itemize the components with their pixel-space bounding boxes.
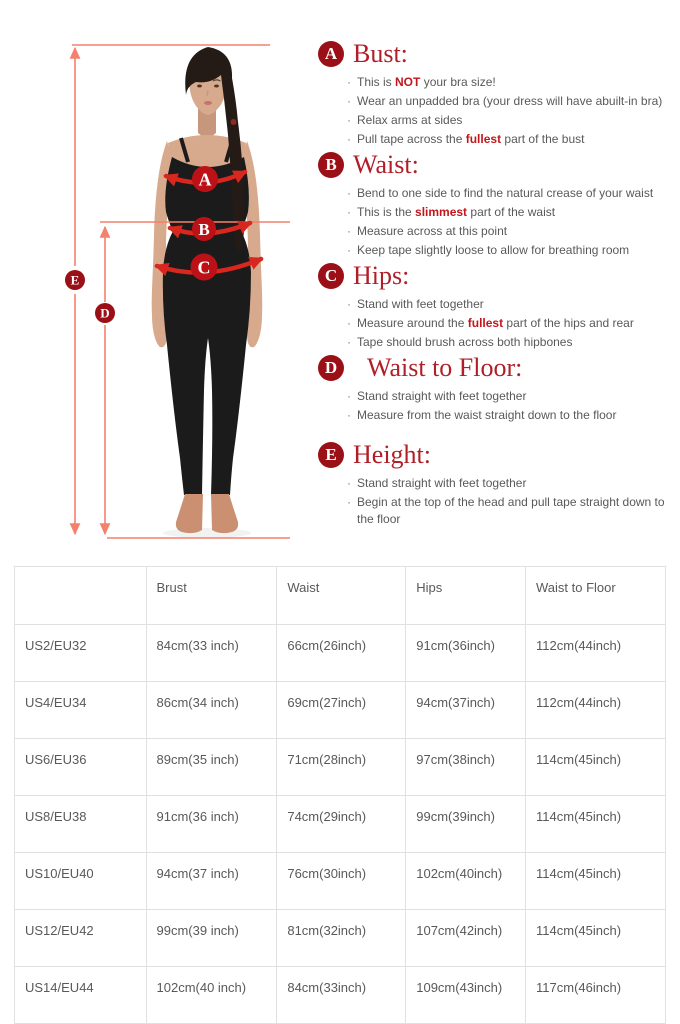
bullet-text: Stand straight with feet together (357, 476, 527, 490)
measure-section-c (318, 262, 676, 351)
table-row (15, 796, 666, 853)
table-row (15, 967, 666, 1024)
measurement-cell: 81cm(32inch) (277, 910, 406, 967)
column-header: Brust (146, 567, 277, 625)
measurement-cell: 94cm(37 inch) (146, 853, 277, 910)
instruction-bullet (345, 242, 676, 259)
instruction-bullet (345, 407, 676, 424)
size-label-cell: US6/EU36 (15, 739, 147, 796)
measurement-cell: 109cm(43inch) (406, 967, 526, 1024)
section-title: Bust: (353, 39, 408, 68)
svg-text:A: A (198, 169, 212, 190)
bullet-dot-icon: · (347, 132, 351, 146)
bullet-text: Relax arms at sides (357, 113, 463, 127)
bullet-text: Measure from the waist straight down to the floor (357, 408, 617, 422)
height-label (65, 270, 85, 290)
measurement-cell: 114cm(45inch) (526, 853, 666, 910)
column-header (15, 567, 147, 625)
size-label-cell: US10/EU40 (15, 853, 147, 910)
bullet-dot-icon: · (347, 243, 351, 257)
bullet-dot-icon: · (347, 113, 351, 127)
section-letter-badge: D (318, 355, 344, 381)
measurement-figure (0, 0, 320, 566)
table-row (15, 625, 666, 682)
measurement-cell: 112cm(44inch) (526, 625, 666, 682)
section-heading (318, 354, 676, 382)
section-title: Height: (353, 440, 431, 469)
measurement-cell: 71cm(28inch) (277, 739, 406, 796)
size-table-container (14, 566, 666, 1024)
bullet-text: Pull tape across the fullest part of the bust (357, 132, 585, 146)
measurement-cell: 69cm(27inch) (277, 682, 406, 739)
bust-label (192, 166, 218, 192)
instruction-bullet (345, 185, 676, 202)
size-label-cell: US2/EU32 (15, 625, 147, 682)
section-heading (318, 40, 676, 68)
measurement-cell: 89cm(35 inch) (146, 739, 277, 796)
bullet-dot-icon: · (347, 186, 351, 200)
measurement-cell: 114cm(45inch) (526, 796, 666, 853)
bullet-dot-icon: · (347, 389, 351, 403)
section-bullets (345, 388, 676, 424)
bullet-dot-icon: · (347, 476, 351, 490)
table-row (15, 682, 666, 739)
table-row (15, 910, 666, 967)
measurement-cell: 99cm(39inch) (406, 796, 526, 853)
measurement-cell: 86cm(34 inch) (146, 682, 277, 739)
svg-text:D: D (100, 305, 110, 321)
bullet-dot-icon: · (347, 224, 351, 238)
instruction-bullet (345, 204, 676, 221)
measure-section-b (318, 151, 676, 259)
instruction-bullet (345, 315, 676, 332)
measure-section-e (318, 441, 676, 528)
instruction-bullet (345, 74, 676, 91)
measurement-cell: 114cm(45inch) (526, 739, 666, 796)
bullet-text: Stand straight with feet together (357, 389, 527, 403)
bullet-text: Stand with feet together (357, 297, 484, 311)
instruction-bullet (345, 131, 676, 148)
floor-shadow (163, 528, 251, 538)
instruction-bullet (345, 475, 676, 492)
section-title: Waist to Floor: (367, 353, 523, 382)
section-bullets (345, 475, 676, 528)
bullet-dot-icon: · (347, 495, 351, 509)
measurement-cell: 66cm(26inch) (277, 625, 406, 682)
measurement-cell: 102cm(40inch) (406, 853, 526, 910)
table-row (15, 739, 666, 796)
bullet-text: This is the slimmest part of the waist (357, 205, 556, 219)
measurement-cell: 102cm(40 inch) (146, 967, 277, 1024)
bullet-text: Begin at the top of the head and pull tape straight down to the floor (357, 495, 665, 526)
column-header: Waist to Floor (526, 567, 666, 625)
column-header: Hips (406, 567, 526, 625)
instruction-sections (318, 40, 676, 531)
bullet-dot-icon: · (347, 335, 351, 349)
section-heading (318, 151, 676, 179)
section-letter-badge: B (318, 152, 344, 178)
section-heading (318, 441, 676, 469)
bullet-dot-icon: · (347, 408, 351, 422)
model-feet (176, 494, 238, 533)
measurement-cell: 84cm(33inch) (277, 967, 406, 1024)
measurement-cell: 76cm(30inch) (277, 853, 406, 910)
bullet-dot-icon: · (347, 297, 351, 311)
waist-to-floor-label (95, 303, 115, 323)
measure-section-a (318, 40, 676, 148)
measure-section-d (318, 354, 676, 424)
section-heading (318, 262, 676, 290)
column-header: Waist (277, 567, 406, 625)
svg-text:C: C (197, 257, 211, 278)
bullet-dot-icon: · (347, 75, 351, 89)
section-letter-badge: C (318, 263, 344, 289)
measurement-cell: 107cm(42inch) (406, 910, 526, 967)
bullet-text: This is NOT your bra size! (357, 75, 496, 89)
instruction-bullet (345, 223, 676, 240)
instruction-bullet (345, 494, 676, 528)
bullet-text: Keep tape slightly loose to allow for breathing room (357, 243, 630, 257)
section-letter-badge: A (318, 41, 344, 67)
measurement-cell: 114cm(45inch) (526, 910, 666, 967)
instruction-bullet (345, 334, 676, 351)
measurement-cell: 74cm(29inch) (277, 796, 406, 853)
size-label-cell: US4/EU34 (15, 682, 147, 739)
size-label-cell: US14/EU44 (15, 967, 147, 1024)
size-label-cell: US12/EU42 (15, 910, 147, 967)
instruction-bullet (345, 93, 676, 110)
instruction-bullet (345, 388, 676, 405)
measurement-cell: 91cm(36inch) (406, 625, 526, 682)
section-title: Waist: (353, 150, 419, 179)
section-letter-badge: E (318, 442, 344, 468)
size-table (14, 566, 666, 1024)
svg-text:E: E (70, 272, 80, 288)
section-title: Hips: (353, 261, 410, 290)
bullet-dot-icon: · (347, 316, 351, 330)
measurement-cell: 84cm(33 inch) (146, 625, 277, 682)
bullet-text: Tape should brush across both hipbones (357, 335, 573, 349)
bullet-text: Bend to one side to find the natural crease of your waist (357, 186, 654, 200)
instruction-bullet (345, 112, 676, 129)
section-bullets (345, 185, 676, 259)
bullet-text: Measure across at this point (357, 224, 508, 238)
hips-label (191, 254, 218, 281)
measurement-cell: 99cm(39 inch) (146, 910, 277, 967)
waist-label (192, 217, 216, 241)
section-bullets (345, 74, 676, 148)
measurement-cell: 97cm(38inch) (406, 739, 526, 796)
bullet-dot-icon: · (347, 94, 351, 108)
measurement-cell: 112cm(44inch) (526, 682, 666, 739)
size-label-cell: US8/EU38 (15, 796, 147, 853)
measurement-cell: 91cm(36 inch) (146, 796, 277, 853)
table-header-row (15, 567, 666, 625)
measurement-cell: 94cm(37inch) (406, 682, 526, 739)
bullet-dot-icon: · (347, 205, 351, 219)
section-bullets (345, 296, 676, 351)
svg-text:B: B (198, 220, 210, 239)
instruction-bullet (345, 296, 676, 313)
measurement-cell: 117cm(46inch) (526, 967, 666, 1024)
table-row (15, 853, 666, 910)
bullet-text: Measure around the fullest part of the hips and rear (357, 316, 634, 330)
bullet-text: Wear an unpadded bra (your dress will have abuilt-in bra) (357, 94, 663, 108)
hair-tie (231, 119, 237, 125)
